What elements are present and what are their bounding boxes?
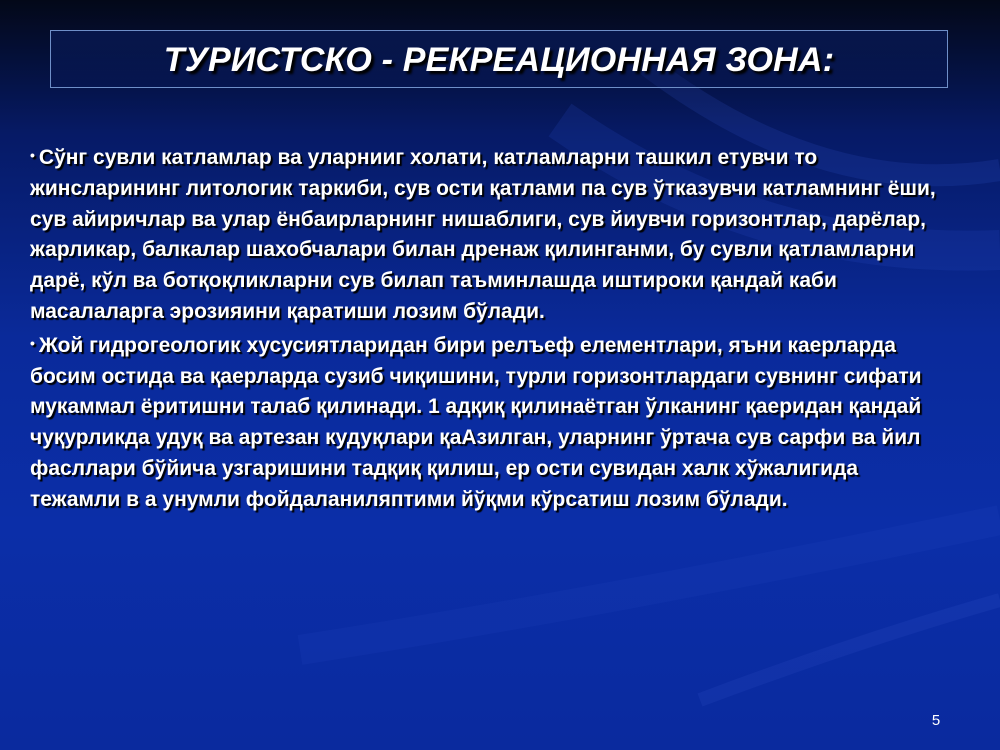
decor-swoosh-3	[300, 520, 1000, 650]
bullet-2: •	[30, 334, 35, 351]
slide-title: ТУРИСТСКО - РЕКРЕАЦИОННАЯ ЗОНА:	[163, 41, 835, 79]
page-number: 5	[931, 712, 941, 729]
paragraph-1-text: Сўнг сувли катламлар ва уларнииг холати, катламларни ташкил етувчи то жинсларининг литологик таркиби, сув ости қатлами па сув ўтказувчи катламнинг ёши, сув айиричлар ва улар ёнбаирларнинг нишаблиги, сув йиувчи горизонтлар, дарёлар, жарликар, балкалар шахобчалари билан дренаж қилинганми, бу сувли қатламларни дарё, кўл ва ботқоқликларни сув билап таъминлашда иштироки қандай каби масалаларга эрозияини қаратиши лозим бўлади.	[30, 146, 936, 323]
paragraph-1	[30, 140, 945, 328]
paragraph-2	[30, 328, 945, 516]
slide-body	[30, 140, 945, 516]
bullet-1: •	[30, 147, 35, 163]
decor-swoosh-4	[700, 600, 1000, 700]
paragraph-2-text: Жой гидрогеологик хусусиятларидан бири релъеф елементлари, яъни каерларда босим остида ва қаерларда сузиб чиқишини, турли горизонтлардаги сувнинг сифати мукаммал ёритишни талаб қилинади. 1 адқиқ қилинаётган ўлканинг қаеридан қандай чуқурликда удуқ ва артезан кудуқлари қаАзилган, уларнинг ўртача сув сарфи ва йил фасллари бўйича узгаришини тадқиқ қилиш, ер ости сувидан халк хўжалигида тежамли в а унумли фойдаланиляптими йўқми кўрсатиш лозим бўлади.	[30, 333, 922, 511]
title-box	[50, 30, 948, 88]
